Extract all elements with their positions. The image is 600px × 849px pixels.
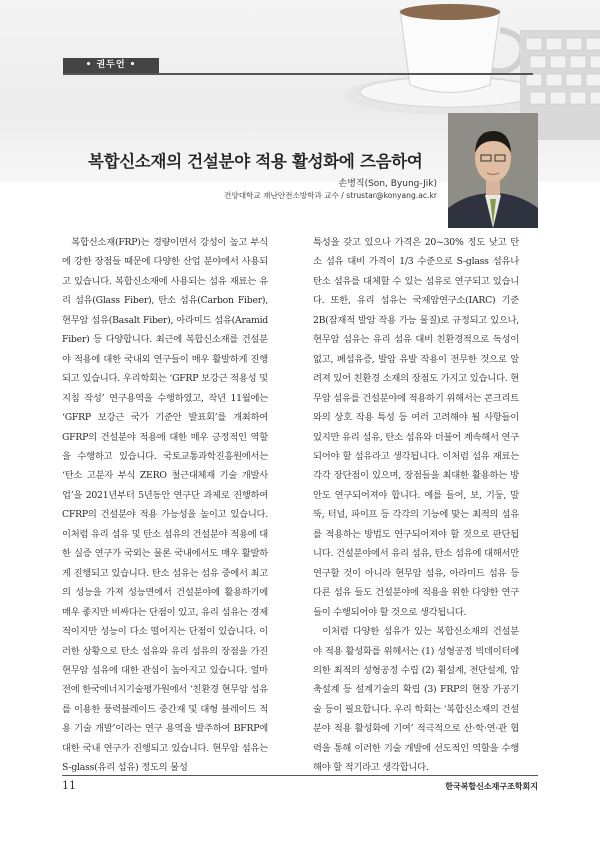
body-paragraph: 이처럼 다양한 섬유가 있는 복합신소재의 건설분야 적용 활성화를 위해서는 (1) 성형공정 빅데이터에 의한 최적의 성형공정 수립 (2) 휨설계, 전단설계, 압축설계 등 설계기술의 확립 (3) FRP의 현장 가공기술 등이 필요합니다. 우리 학회는 ‘복합신소재의 건설분야 적용 활성화에 기여’ 적극적으로 산·학·연·관 협력을 통해 이러한 기술 개발에 선도적인 역할을 수행해야 할 적기라고 생각합니다. [313, 626, 519, 774]
journal-name: 한국복합신소재구조학회지 [445, 782, 538, 791]
body-left-column [62, 233, 268, 778]
body-paragraph: 복합신소재(FRP)는 경량이면서 강성이 높고 부식에 강한 장점들 때문에 다양한 산업 분야에서 사용되고 있습니다. 복합신소재에 사용되는 섬유 재료는 유리 섬유(Glass Fiber), 탄소 섬유(Carbon Fiber), 현무암 섬유(Basalt Fiber), 아라미드 섬유(Aramid Fiber) 등 다양합니다. 최근에 복합신소재를 건설분야 적용에 대한 국내외 연구들이 매우 활발하게 진행되고 있습니다. 우리학회는 ‘GFRP 보강근 적용성 및 지침 작성’ 연구용역을 수행하였고, 작년 11월에는 ‘GFRP 보강근 국가 기준안 발표회’를 개최하여 GFRP의 건설분야 적용에 대한 매우 긍정적인 역할을 수행하고 있습니다. 국토교통과학진흥원에서는 ‘탄소 고분자 부식 ZERO 철근대체재 기술 개발사업’을 2021년부터 5년동안 연구단 과제로 진행하여 CFRP의 건설분야 적용 가능성을 높이고 있습니다. 이처럼 유리 섬유 및 탄소 섬유의 건설분야 적용에 대한 실증 연구가 국외는 물론 국내에서도 매우 활발하게 진행되고 있습니다. 탄소 섬유는 섬유 중에서 최고의 성능을 가져 성능면에서 건설분야에 활용하기에 매우 좋지만 비싸다는 단점이 있고, 유리 섬유는 경제적이지만 성능이 다소 떨어지는 단점이 있습니다. 이러한 상황으로 탄소 섬유와 유리 섬유의 장점을 가진 현무암 섬유에 대한 관심이 높아지고 있습니다. 얼마전에 한국에너지기술평가원에서 ‘친환경 현무암 섬유를 이용한 풍력블레이드 중간재 및 대형 블레이드 적용 기술 개발’이라는 연구 용역을 발주하여 BFRP에 대한 국내 연구가 진행되고 있습니다. 현무암 섬유는 S-glass(유리 섬유) 정도의 물성 [62, 237, 268, 774]
article-title: 복합신소재의 건설분야 적용 활성화에 즈음하여 [88, 152, 423, 171]
author-photo [448, 113, 538, 228]
article-author: 손병직(Son, Byung-Jik) [338, 179, 437, 189]
article-affiliation: 건양대학교 재난안전소방학과 교수 / strustar@konyang.ac.kr [224, 191, 437, 200]
section-tag: • 권두언 • [63, 58, 159, 73]
section-divider [63, 73, 533, 75]
body-right-column [313, 233, 519, 778]
body-paragraph: 특성을 갖고 있으나 가격은 20~30% 정도 낮고 탄소 섬유 대비 가격이 1/3 수준으로 S-glass 섬유나 탄소 섬유를 대체할 수 있는 섬유로 연구되고 있습니다. 또한, 유리 섬유는 국제암연구소(IARC) 기준 2B(잠재적 발암 작용 가능 물질)로 규정되고 있으나, 현무암 섬유는 유리 섬유 대비 친환경적으로 독성이 없고, 폐섬유증, 발암 유발 작용이 전무한 것으로 알려져 있어 친환경 소재의 장점도 가지고 있습니다. 현무암 섬유를 건설분야에 적용하기 위해서는 콘크리트와의 상호 작용 특성 등 여러 고려해야 될 사항들이 있지만 유리 섬유, 탄소 섬유와 더불어 계속해서 연구되어야 할 섬유라고 생각됩니다. 이처럼 섬유 재료는 각각 장단점이 있으며, 장점들을 최대한 활용하는 방안도 연구되어져야 합니다. 예를 들어, 보, 기둥, 말뚝, 터널, 파이프 등 각각의 기능에 맞는 최적의 섬유를 적용하는 방법도 연구되어져야 할 것으로 판단됩니다. 건설분야에서 유리 섬유, 탄소 섬유에 대해서만 연구할 것이 아니라 현무암 섬유, 아라미드 섬유 등 다른 섬유 들도 건설분야에 적용을 위한 다양한 연구들이 수행되어야 할 것으로 생각됩니다. [313, 237, 519, 618]
footer-divider [62, 775, 538, 776]
page-number: 11 [62, 779, 76, 792]
